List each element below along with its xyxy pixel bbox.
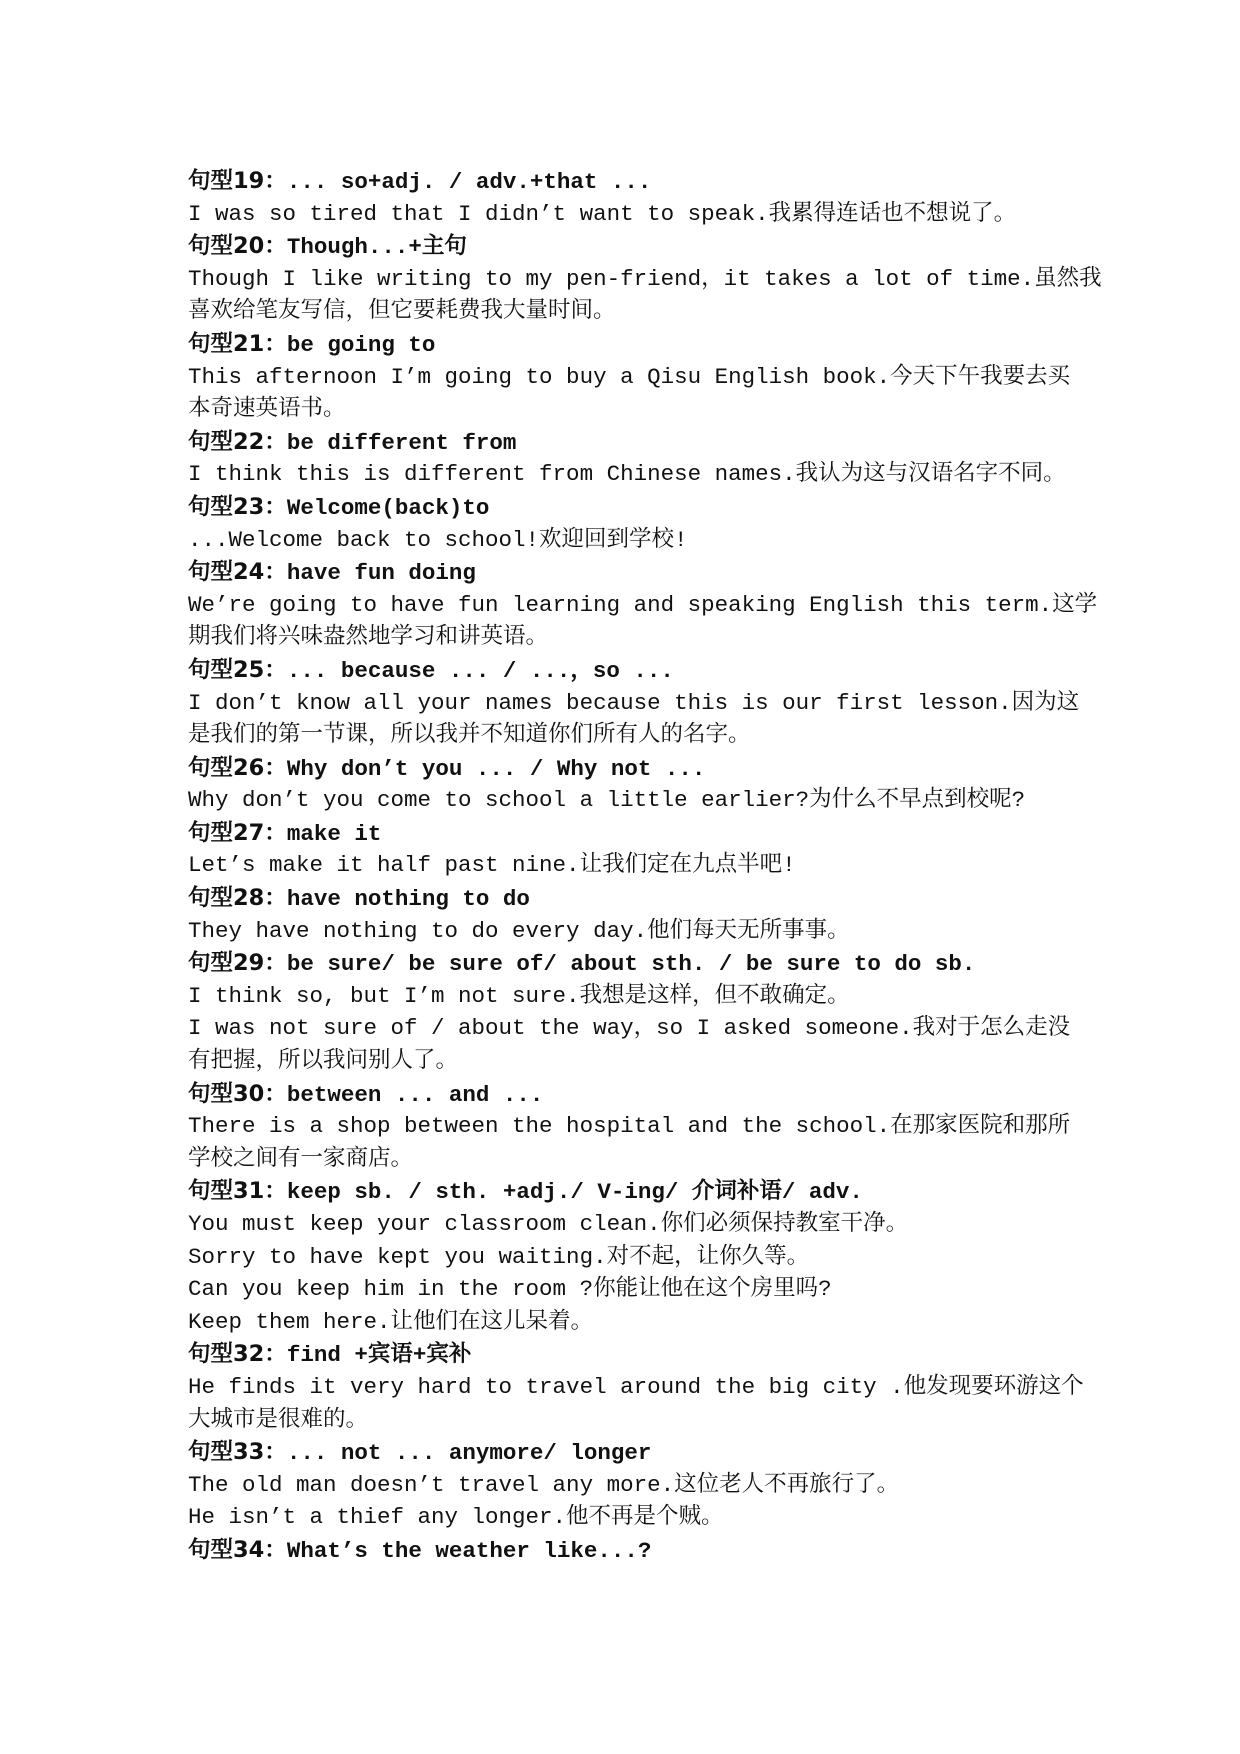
- pattern-structure: have fun doing: [286, 560, 476, 587]
- example-sentence: They have nothing to do every day.他们每天无所事事。: [188, 917, 850, 944]
- pattern-heading: [188, 328, 1058, 361]
- pattern-section: [188, 1338, 1084, 1436]
- example-sentence: Keep them here.让他们在这儿呆着。: [188, 1308, 594, 1335]
- pattern-number-label: 句型21：: [188, 330, 287, 357]
- pattern-section: [188, 165, 1058, 230]
- pattern-heading: [188, 1338, 1058, 1371]
- example-sentence: 大城市是很难的。: [188, 1406, 369, 1433]
- pattern-number-label: 句型26：: [188, 754, 287, 781]
- pattern-section: [188, 491, 1058, 556]
- pattern-section: [188, 556, 1098, 654]
- pattern-number-label: 句型20：: [188, 233, 287, 260]
- pattern-section: [188, 426, 1066, 491]
- pattern-number-label: 句型28：: [188, 885, 287, 912]
- example-sentence: We’re going to have fun learning and speaking English this term.这学: [188, 591, 1098, 618]
- example-sentence: He finds it very hard to travel around the big city .他发现要环游这个: [188, 1373, 1084, 1400]
- pattern-heading: [188, 882, 1058, 915]
- pattern-structure: ... not ... anymore/ longer: [286, 1440, 652, 1467]
- example-sentence: 是我们的第一节课，所以我并不知道你们所有人的名字。: [188, 722, 751, 749]
- example-sentence: Why don’t you come to school a little earlier?为什么不早点到校呢?: [188, 787, 1026, 814]
- pattern-structure: be going to: [286, 331, 436, 358]
- pattern-number-label: 句型34：: [188, 1536, 287, 1563]
- example-sentence: 期我们将兴味盎然地学习和讲英语。: [188, 624, 549, 651]
- pattern-structure: make it: [286, 820, 382, 847]
- pattern-heading: [188, 752, 1058, 785]
- pattern-section: [188, 654, 1080, 752]
- example-sentence: There is a shop between the hospital and the school.在那家医院和那所: [188, 1113, 1071, 1140]
- pattern-structure: What’s the weather like...?: [286, 1537, 652, 1564]
- pattern-section: [188, 752, 1058, 817]
- example-sentence: He isn’t a thief any longer.他不再是个贼。: [188, 1504, 724, 1531]
- example-sentence: 有把握，所以我问别人了。: [188, 1048, 459, 1075]
- document-body: [188, 165, 1102, 1567]
- pattern-structure: have nothing to do: [286, 886, 530, 913]
- example-sentence: Though I like writing to my pen-friend，it takes a lot of time.虽然我: [188, 265, 1102, 292]
- example-sentence: This afternoon I’m going to buy a Qisu English book.今天下午我要去买: [188, 363, 1071, 390]
- pattern-heading: [188, 654, 1058, 687]
- pattern-number-label: 句型27：: [188, 819, 287, 846]
- example-sentence: Let’s make it half past nine.让我们定在九点半吧!: [188, 852, 796, 879]
- pattern-number-label: 句型22：: [188, 428, 287, 455]
- pattern-structure: be different from: [286, 429, 517, 456]
- pattern-heading: [188, 1534, 1058, 1567]
- pattern-heading: [188, 556, 1058, 589]
- pattern-heading: [188, 1078, 1058, 1111]
- pattern-section: [188, 328, 1071, 426]
- pattern-section: [188, 230, 1102, 328]
- pattern-section: [188, 1078, 1071, 1176]
- pattern-number-label: 句型30：: [188, 1080, 287, 1107]
- pattern-structure: ... so+adj. / adv.+that ...: [286, 169, 652, 195]
- example-sentence: I think this is different from Chinese names.我认为这与汉语名字不同。: [188, 461, 1066, 488]
- example-sentence: 学校之间有一家商店。: [188, 1145, 414, 1172]
- example-sentence: I don’t know all your names because this is our first lesson.因为这: [188, 689, 1080, 716]
- pattern-structure: Though...+主句: [286, 234, 467, 261]
- pattern-heading: [188, 230, 1058, 263]
- example-sentence: Sorry to have kept you waiting.对不起，让你久等。: [188, 1243, 810, 1270]
- example-sentence: ...Welcome back to school!欢迎回到学校!: [188, 526, 688, 553]
- pattern-number-label: 句型33：: [188, 1439, 287, 1466]
- pattern-structure: between ... and ...: [286, 1081, 544, 1108]
- example-sentence: 喜欢给笔友写信，但它要耗费我大量时间。: [188, 298, 616, 325]
- pattern-number-label: 句型24：: [188, 559, 287, 586]
- pattern-structure: Welcome(back)to: [286, 494, 490, 521]
- pattern-heading: [188, 817, 1058, 850]
- pattern-section: [188, 1436, 1058, 1534]
- pattern-structure: Why don’t you ... / Why not ...: [286, 755, 706, 782]
- pattern-heading: [188, 947, 1058, 980]
- pattern-heading: [188, 1436, 1058, 1469]
- pattern-number-label: 句型23：: [188, 493, 287, 520]
- pattern-heading: [188, 426, 1058, 459]
- example-sentence: 本奇速英语书。: [188, 396, 346, 423]
- pattern-section: [188, 947, 1071, 1077]
- pattern-section: [188, 882, 1058, 947]
- pattern-number-label: 句型32：: [188, 1341, 287, 1368]
- pattern-structure: find +宾语+宾补: [286, 1342, 472, 1369]
- example-sentence: You must keep your classroom clean.你们必须保持教室干净。: [188, 1211, 909, 1237]
- pattern-number-label: 句型29：: [188, 950, 287, 977]
- pattern-number-label: 句型25：: [188, 656, 287, 683]
- pattern-number-label: 句型31：: [188, 1178, 287, 1205]
- pattern-heading: [188, 1175, 1058, 1208]
- example-sentence: I think so, but I’m not sure.我想是这样，但不敢确定。: [188, 982, 850, 1009]
- example-sentence: Can you keep him in the room ?你能让他在这个房里吗?: [188, 1276, 832, 1303]
- pattern-structure: ... because ... / ...，so ...: [286, 657, 674, 684]
- example-sentence: The old man doesn’t travel any more.这位老人不再旅行了。: [188, 1471, 900, 1498]
- pattern-section: [188, 817, 1058, 882]
- pattern-section: [188, 1534, 1058, 1567]
- pattern-heading: [188, 165, 1058, 198]
- pattern-structure: be sure/ be sure of/ about sth. / be sure to do sb.: [286, 951, 976, 978]
- example-sentence: I was not sure of / about the way，so I asked someone.我对于怎么走没: [188, 1015, 1071, 1042]
- pattern-heading: [188, 491, 1058, 524]
- pattern-structure: keep sb. / sth. +adj./ V-ing/ 介词补语/ adv.: [286, 1179, 863, 1206]
- example-sentence: I was so tired that I didn’t want to speak.我累得连话也不想说了。: [188, 200, 1017, 227]
- pattern-section: [188, 1175, 1058, 1338]
- pattern-number-label: 句型19：: [188, 168, 287, 194]
